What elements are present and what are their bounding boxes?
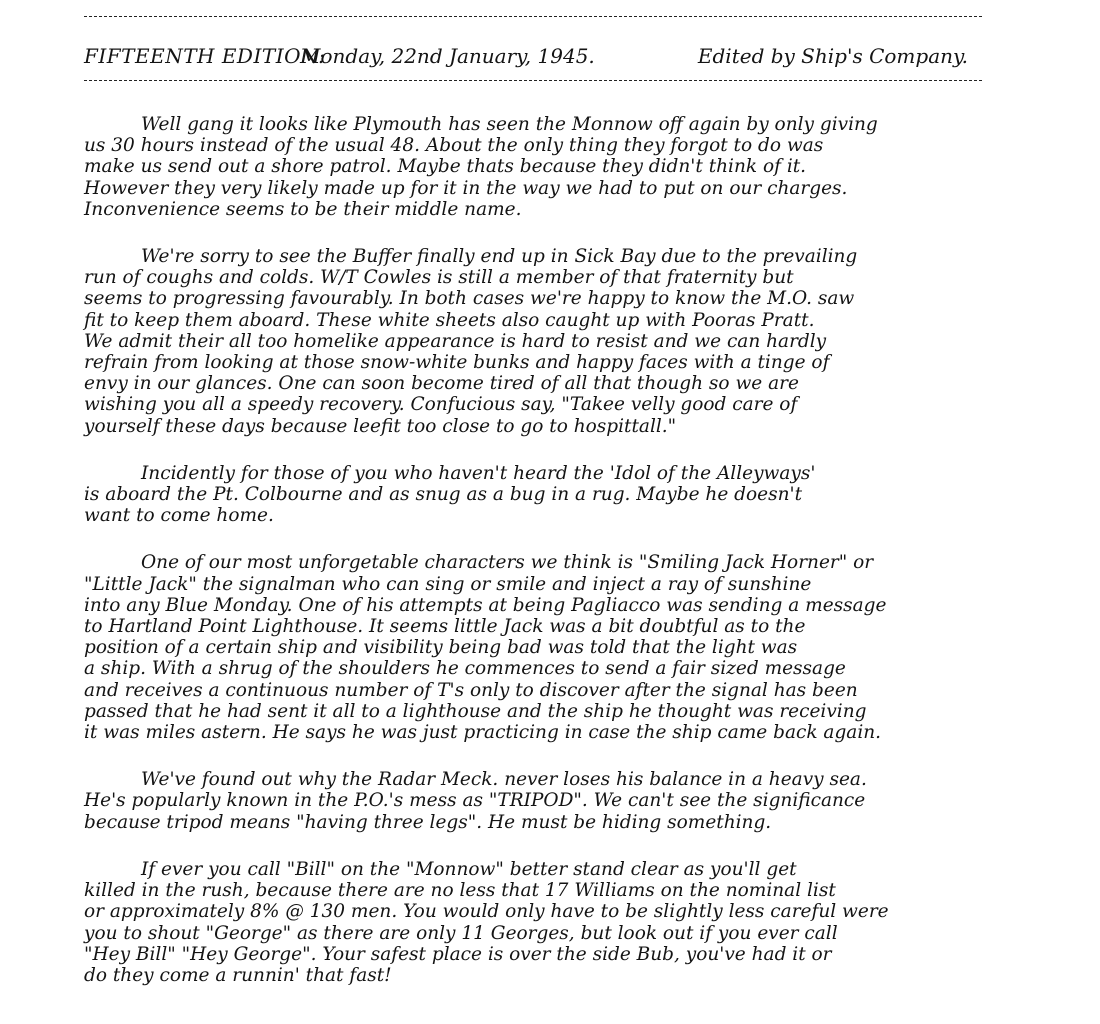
- text-line: wishing you all a speedy recovery. Confucious say, "Takee velly good care of: [84, 394, 798, 416]
- text-line: We've found out why the Radar Meck. never loses his balance in a heavy sea.: [141, 769, 867, 791]
- article-body: [84, 114, 994, 1012]
- edition-label: FIFTEENTH EDITION:: [84, 44, 326, 68]
- text-line: We admit their all too homelike appearance is hard to resist and we can hardly: [84, 330, 827, 352]
- text-line: envy in our glances. One can soon become tired of all that though so we are: [84, 373, 799, 395]
- text-line: seems to progressing favourably. In both cases we're happy to know the M.O. saw: [84, 288, 855, 310]
- text-line: it was miles astern. He says he was just practicing in case the ship came back again.: [84, 722, 882, 744]
- header-divider: [84, 80, 982, 81]
- text-line: passed that he had sent it all to a lighthouse and the ship he thought was receiving: [84, 700, 867, 722]
- paragraph-idol-of-the-alleyways: [84, 463, 994, 527]
- text-line: you to shout "George" as there are only 11 Georges, but look out if you ever call: [84, 922, 838, 944]
- paragraph-shore-leave: [84, 114, 994, 220]
- text-line: He's popularly known in the P.O.'s mess as "TRIPOD". We can't see the significance: [84, 790, 866, 812]
- text-line: to Hartland Point Lighthouse. It seems little Jack was a bit doubtful as to the: [84, 616, 806, 638]
- paragraph-sick-bay: [84, 246, 994, 437]
- text-line: make us send out a shore patrol. Maybe thats because they didn't think of it.: [84, 156, 807, 178]
- text-line: or approximately 8% @ 130 men. You would only have to be slightly less careful were: [84, 901, 889, 923]
- text-line: One of our most unforgetable characters we think is "Smiling Jack Horner" or: [141, 552, 874, 574]
- text-line: However they very likely made up for it in the way we had to put on our charges.: [84, 177, 848, 199]
- editor-credit: Edited by Ship's Company.: [697, 44, 968, 68]
- paragraph-bill-and-george: [84, 859, 994, 986]
- text-line: "Little Jack" the signalman who can sing or smile and inject a ray of sunshine: [84, 573, 812, 595]
- text-line: "Hey Bill" "Hey George". Your safest place is over the side Bub, you've had it or: [84, 943, 832, 965]
- text-line: yourself these days because leefit too close to go to hospittall.": [84, 415, 677, 437]
- text-line: us 30 hours instead of the usual 48. About the only thing they forgot to do was: [84, 135, 824, 157]
- paragraph-little-jack: [84, 552, 994, 743]
- text-line: and receives a continuous number of T's only to discover after the signal has been: [84, 679, 858, 701]
- text-line: We're sorry to see the Buffer finally end up in Sick Bay due to the prevailing: [141, 246, 858, 268]
- text-line: run of coughs and colds. W/T Cowles is still a member of that fraternity but: [84, 267, 794, 289]
- text-line: into any Blue Monday. One of his attempts at being Pagliacco was sending a message: [84, 594, 887, 616]
- text-line: If ever you call "Bill" on the "Monnow" better stand clear as you'll get: [141, 858, 797, 880]
- paragraph-radar-meck: [84, 769, 994, 833]
- text-line: refrain from looking at those snow-white bunks and happy faces with a tinge of: [84, 352, 830, 374]
- text-line: position of a certain ship and visibility being bad was told that the light was: [84, 637, 798, 659]
- text-line: because tripod means "having three legs". He must be hiding something.: [84, 811, 772, 833]
- text-line: is aboard the Pt. Colbourne and as snug as a bug in a rug. Maybe he doesn't: [84, 484, 803, 506]
- text-line: Incidently for those of you who haven't heard the 'Idol of the Alleyways': [141, 462, 816, 484]
- masthead: [84, 38, 982, 74]
- text-line: killed in the rush, because there are no less that 17 Williams on the nominal list: [84, 880, 836, 902]
- text-line: want to come home.: [84, 505, 274, 527]
- issue-date: Monday, 22nd January, 1945.: [300, 44, 595, 68]
- text-line: Well gang it looks like Plymouth has seen the Monnow off again by only giving: [141, 114, 878, 135]
- text-line: Inconvenience seems to be their middle name.: [84, 198, 522, 220]
- text-line: fit to keep them aboard. These white sheets also caught up with Pooras Pratt.: [84, 309, 815, 331]
- text-line: do they come a runnin' that fast!: [84, 964, 392, 986]
- text-line: a ship. With a shrug of the shoulders he commences to send a fair sized message: [84, 658, 846, 680]
- top-divider: [84, 16, 982, 17]
